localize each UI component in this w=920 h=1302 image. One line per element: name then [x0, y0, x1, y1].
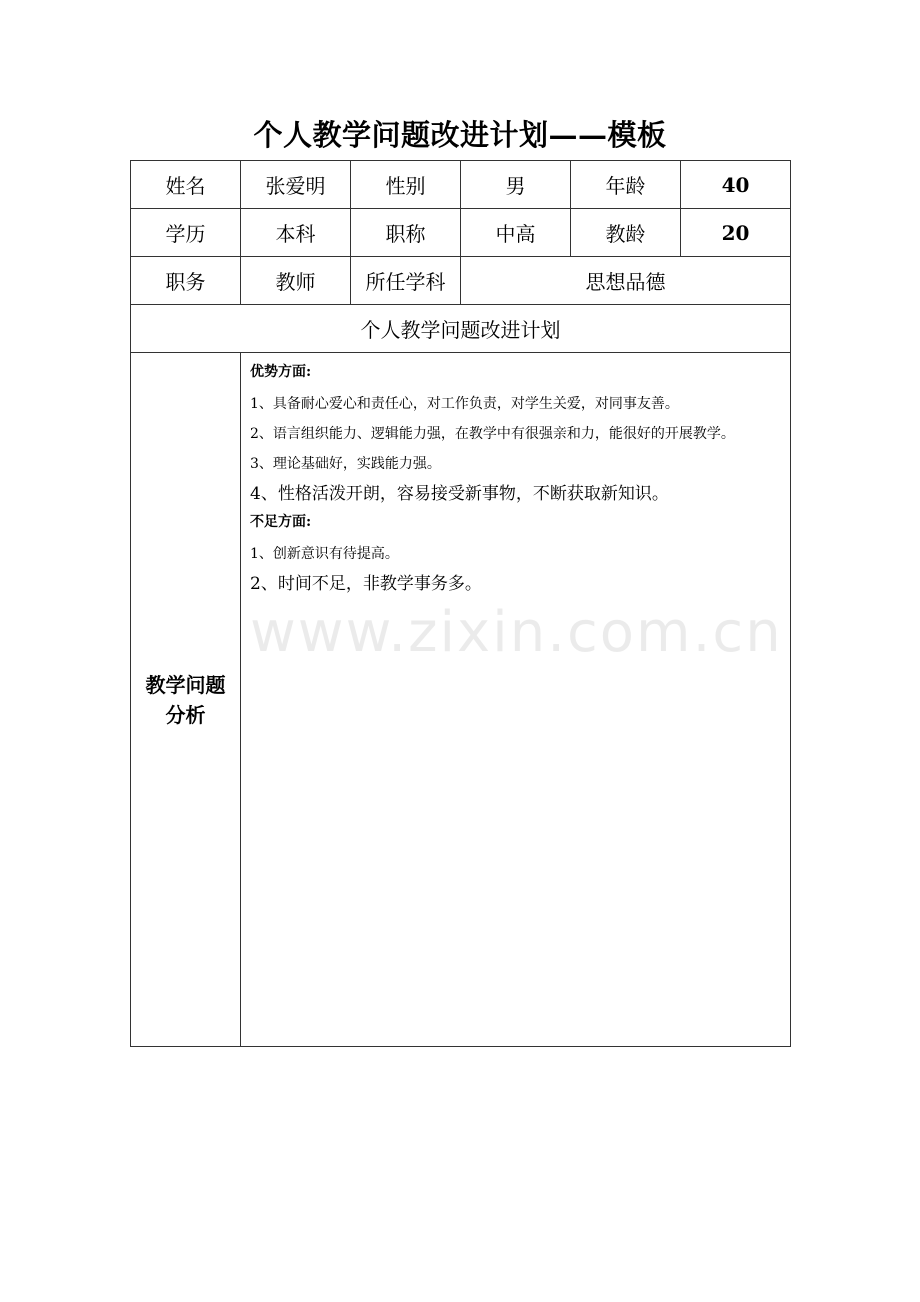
analysis-content [241, 353, 791, 1047]
weakness-item: 2、时间不足，非教学事务多。 [250, 574, 482, 594]
teacher-info-table [130, 160, 791, 1047]
info-row-1 [131, 161, 791, 209]
education-label: 学历 [131, 209, 241, 257]
strength-item: 3、理论基础好，实践能力强。 [250, 456, 441, 472]
name-label: 姓名 [131, 161, 241, 209]
weaknesses-heading: 不足方面: [250, 514, 312, 530]
teaching-years-label: 教龄 [571, 209, 681, 257]
education-value: 本科 [241, 209, 351, 257]
position-value: 教师 [241, 257, 351, 305]
info-row-3 [131, 257, 791, 305]
rank-value: 中高 [461, 209, 571, 257]
subject-label: 所任学科 [351, 257, 461, 305]
gender-label: 性别 [351, 161, 461, 209]
strength-item: 2、语言组织能力、逻辑能力强，在教学中有很强亲和力，能很好的开展教学。 [250, 426, 735, 442]
strengths-heading: 优势方面: [250, 364, 312, 380]
watermark: www.zixin.com.cn [250, 600, 783, 665]
plan-header: 个人教学问题改进计划 [131, 305, 791, 353]
gender-value: 男 [461, 161, 571, 209]
strength-item: 1、具备耐心爱心和责任心，对工作负责，对学生关爱，对同事友善。 [250, 396, 679, 412]
subject-value: 思想品德 [461, 257, 791, 305]
analysis-label: 教学问题分析 [131, 353, 241, 1047]
document-title: 个人教学问题改进计划——模板 [253, 118, 667, 152]
weakness-item: 1、创新意识有待提高。 [250, 546, 399, 562]
name-value: 张爱明 [241, 161, 351, 209]
plan-header-row [131, 305, 791, 353]
teaching-years-value: 20 [681, 209, 791, 257]
analysis-row [131, 353, 791, 1047]
age-label: 年龄 [571, 161, 681, 209]
age-value: 40 [681, 161, 791, 209]
rank-label: 职称 [351, 209, 461, 257]
position-label: 职务 [131, 257, 241, 305]
info-row-2 [131, 209, 791, 257]
strength-item: 4、性格活泼开朗，容易接受新事物，不断获取新知识。 [250, 484, 669, 504]
